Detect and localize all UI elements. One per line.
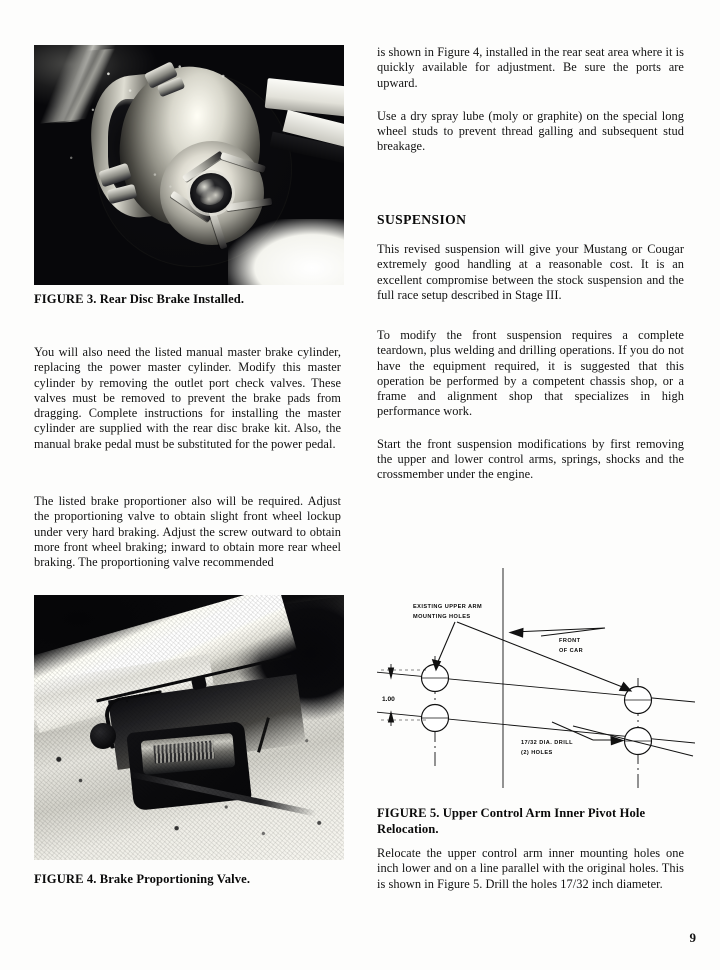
figure-3-caption: FIGURE 3. Rear Disc Brake Installed.	[34, 292, 245, 306]
front-of-car-arrow	[510, 628, 605, 637]
paragraph: Use a dry spray lube (moly or graphite) on the special long wheel studs to prevent thread galling and subsequent stud breakage.	[377, 108, 684, 154]
figure-3-caption-block	[34, 292, 341, 308]
front-of-car-label-line2: OF CAR	[559, 648, 584, 654]
figure-4-caption-block	[34, 872, 341, 888]
figure-5-body-block	[377, 846, 684, 892]
dimension-label: 1.00	[382, 696, 395, 703]
section-heading-suspension: SUSPENSION	[377, 212, 467, 227]
figure-4-photo	[34, 595, 344, 860]
right-column-intro	[377, 45, 684, 155]
paragraph: The listed brake proportioner also will be required. Adjust the proportioning valve to obtain slight front wheel lockup under very hard braking. Adjust the screw outward to obtain more front wheel braking; inward to obtain more rear wheel braking. The proportioning valve recommended	[34, 494, 341, 570]
paragraph: You will also need the listed manual master brake cylinder, replacing the power master cylinder. Modify this master cylinder by removing the outlet port check valves. These valves must be removed to prevent the brake pads from dragging. Complete instructions for installing the master cylinder are supplied with the rear disc brake kit. Also, the manual brake pedal must be substituted for the power pedal.	[34, 345, 341, 451]
page-number: 9	[689, 930, 696, 945]
figure-4-caption: FIGURE 4. Brake Proportioning Valve.	[34, 872, 251, 886]
existing-holes-label-line1: EXISTING UPPER ARM	[413, 604, 483, 610]
left-column-text	[34, 345, 341, 452]
existing-holes-label-line2: MOUNTING HOLES	[413, 614, 471, 620]
paragraph: To modify the front suspension requires a complete teardown, plus welding and drilling operations. If you do not have the equipment required, it is suggested that this operation be performed by a competent chassis shop, or a frame and alignment shop that specializes in high performance work.	[377, 328, 684, 419]
suspension-section	[377, 212, 684, 303]
paragraph: is shown in Figure 4, installed in the rear seat area where it is quickly available for adjustment. Be sure the ports are upward.	[377, 45, 684, 90]
leader-to-right-hole	[457, 622, 625, 688]
left-column-text-2	[34, 494, 341, 570]
figure-5-caption-block	[377, 806, 684, 837]
figure-3-photo	[34, 45, 344, 285]
paragraph: This revised suspension will give your Mustang or Cougar extremely good handling at a reasonable cost. It is an excellent compromise between the stock suspension and the full race setup described in Stage III.	[377, 242, 684, 302]
leader-to-left-hole	[437, 622, 455, 664]
paragraph: Relocate the upper control arm inner mounting holes one inch lower and on a line parallel with the original holes. This is shown in Figure 5. Drill the holes 17/32 inch diameter.	[377, 846, 684, 891]
front-of-car-label-line1: FRONT	[559, 638, 581, 644]
figure-5-caption: FIGURE 5. Upper Control Arm Inner Pivot Hole Relocation.	[377, 806, 646, 836]
drill-label-line2: (2) HOLES	[521, 750, 553, 756]
drill-label-line1: 17/32 DIA. DRILL	[521, 740, 573, 746]
right-column-body	[377, 328, 684, 483]
paragraph: Start the front suspension modifications by first removing the upper and lower control arms, springs, shocks and the crossmember under the engine.	[377, 436, 684, 482]
figure-5-diagram	[377, 560, 695, 795]
